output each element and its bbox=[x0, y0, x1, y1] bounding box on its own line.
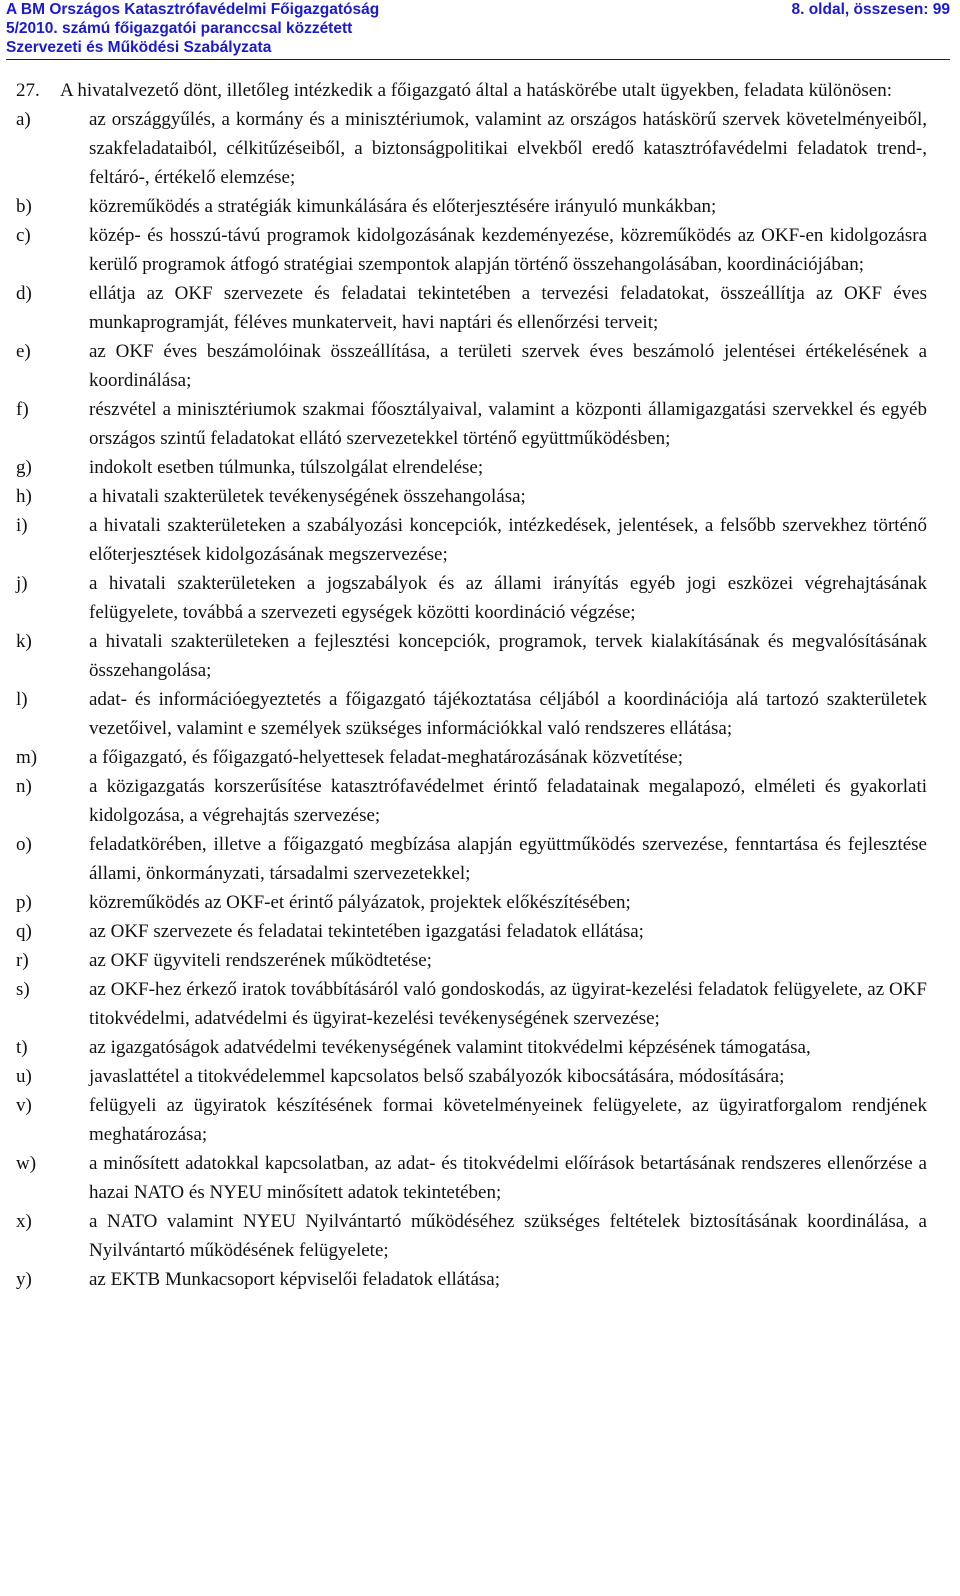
list-item-text: közreműködés a stratégiák kimunkálására és előterjesztésére irányuló munkákban; bbox=[89, 196, 717, 217]
list-item-label: i) bbox=[16, 515, 28, 536]
list-item bbox=[16, 453, 927, 482]
header-order: 5/2010. számú főigazgatói paranccsal közzétett bbox=[6, 20, 353, 37]
section-number: 27. bbox=[16, 80, 40, 101]
list-item-label: w) bbox=[16, 1153, 37, 1174]
list-item bbox=[16, 221, 927, 279]
section-intro-text: A hivatalvezető dönt, illetőleg intézkedik a főigazgató által a hatáskörébe utalt ügyekben, feladata különösen: bbox=[60, 80, 893, 101]
list-item-text: a NATO valamint NYEU Nyilvántartó működéséhez szükséges feltételek biztosításának koordinálása, a Nyilvántartó működésének felügyelete; bbox=[89, 1211, 927, 1261]
list-item-text: indokolt esetben túlmunka, túlszolgálat elrendelése; bbox=[89, 457, 484, 478]
list-item-label: h) bbox=[16, 486, 32, 507]
list-item-label: e) bbox=[16, 341, 31, 362]
list-item-text: a közigazgatás korszerűsítése katasztrófavédelmet érintő feladatainak megalapozó, elméleti és gyakorlati kidolgozása, a végrehajtás szervezése; bbox=[89, 776, 927, 826]
list-item bbox=[16, 337, 927, 395]
header-divider bbox=[6, 59, 950, 60]
list-item bbox=[16, 946, 927, 975]
list-item bbox=[16, 1207, 927, 1265]
list-item-label: f) bbox=[16, 399, 29, 420]
page-header bbox=[6, 0, 950, 58]
list-item-text: felügyeli az ügyiratok készítésének formai követelményeinek felügyelete, az ügyiratforgalom rendjének meghatározása; bbox=[89, 1095, 927, 1145]
list-item-text: az OKF-hez érkező iratok továbbításáról való gondoskodás, az ügyirat-kezelési feladatok felügyelete, az OKF titokvédelmi, adatvédelmi és ügyirat-kezelési tevékenységének szervezése; bbox=[89, 979, 927, 1029]
list-item-text: az OKF ügyviteli rendszerének működtetése; bbox=[89, 950, 432, 971]
list-item-label: d) bbox=[16, 283, 32, 304]
list-item-label: k) bbox=[16, 631, 32, 652]
list-item bbox=[16, 569, 927, 627]
list-item-label: s) bbox=[16, 979, 30, 1000]
list-item-label: c) bbox=[16, 225, 31, 246]
list-item-label: o) bbox=[16, 834, 32, 855]
list-item-text: a hivatali szakterületek tevékenységének összehangolása; bbox=[89, 486, 526, 507]
list-item-label: l) bbox=[16, 689, 28, 710]
list-item-text: az igazgatóságok adatvédelmi tevékenységének valamint titokvédelmi képzésének támogatása, bbox=[89, 1037, 811, 1058]
list-item bbox=[16, 975, 927, 1033]
list-item bbox=[16, 888, 927, 917]
list-item-text: a hivatali szakterületeken a jogszabályok és az állami irányítás egyéb jogi eszközei végrehajtásának felügyelete, továbbá a szervezeti egységek közötti koordináció végzése; bbox=[89, 573, 927, 623]
list-item-text: ellátja az OKF szervezete és feladatai tekintetében a tervezési feladatokat, összeállítja az OKF éves munkaprogramját, féléves munkaterveit, havi naptári és ellenőrzési terveit; bbox=[89, 283, 927, 333]
list-item bbox=[16, 1091, 927, 1149]
list-item bbox=[16, 1149, 927, 1207]
list-item bbox=[16, 830, 927, 888]
list-item bbox=[16, 511, 927, 569]
list-item bbox=[16, 917, 927, 946]
list-item-text: az EKTB Munkacsoport képviselői feladatok ellátása; bbox=[89, 1269, 501, 1290]
list-item-label: a) bbox=[16, 109, 31, 130]
list-item-text: az OKF szervezete és feladatai tekintetében igazgatási feladatok ellátása; bbox=[89, 921, 644, 942]
list-item-label: p) bbox=[16, 892, 32, 913]
list-item-label: u) bbox=[16, 1066, 32, 1087]
list-item-label: v) bbox=[16, 1095, 32, 1116]
list-item bbox=[16, 395, 927, 453]
list-item-text: részvétel a minisztériumok szakmai főosztályaival, valamint a központi államigazgatási szervekkel és egyéb országos szintű feladatokat ellátó szervezetekkel történő együttműködésben; bbox=[89, 399, 927, 449]
list-item-text: a hivatali szakterületeken a fejlesztési koncepciók, programok, tervek kialakításának és megvalósításának összehangolása; bbox=[89, 631, 927, 681]
list-item-text: a hivatali szakterületeken a szabályozási koncepciók, intézkedések, jelentések, a felsőbb szervekhez történő előterjesztések kidolgozásának megszervezése; bbox=[89, 515, 927, 565]
list-item bbox=[16, 627, 927, 685]
list-item-text: az országgyűlés, a kormány és a minisztériumok, valamint az országos hatáskörű szervek követelményeiből, szakfeladataiból, célkitűzéseiből, a biztonságpolitikai elvekből eredő katasztrófavédelmi feladatok trend-, feltáró-, értékelő elemzése; bbox=[89, 109, 927, 188]
list-item-text: az OKF éves beszámolóinak összeállítása, a területi szervek éves beszámoló jelentései értékelésének a koordinálása; bbox=[89, 341, 927, 391]
list-item-label: t) bbox=[16, 1037, 28, 1058]
header-page-number: 8. oldal, összesen: 99 bbox=[791, 1, 950, 18]
list-item-label: y) bbox=[16, 1269, 32, 1290]
list-item-text: a főigazgató, és főigazgató-helyettesek feladat-meghatározásának közvetítése; bbox=[89, 747, 683, 768]
list-item-label: q) bbox=[16, 921, 32, 942]
list-item-text: adat- és információegyeztetés a főigazgató tájékoztatása céljából a koordinációja alá tartozó szakterületek vezetőivel, valamint e személyek szükséges információkkal való rendszeres ellátása; bbox=[89, 689, 927, 739]
list-item bbox=[16, 1062, 927, 1091]
list-item-text: javaslattétel a titokvédelemmel kapcsolatos belső szabályozók kibocsátására, módosítására; bbox=[89, 1066, 785, 1087]
list-item-label: b) bbox=[16, 196, 32, 217]
list-item bbox=[16, 1033, 927, 1062]
header-row-1 bbox=[6, 0, 950, 19]
list-item-text: közép- és hosszú-távú programok kidolgozásának kezdeményezése, közreműködés az OKF-en kidolgozásra kerülő programok átfogó stratégiai szempontok alapján történő összehangolásában, koordinációjában; bbox=[89, 225, 927, 275]
list-item-label: j) bbox=[16, 573, 28, 594]
list-item bbox=[16, 192, 927, 221]
list-item bbox=[16, 772, 927, 830]
list-item bbox=[16, 279, 927, 337]
list-item-text: közreműködés az OKF-et érintő pályázatok, projektek előkészítésében; bbox=[89, 892, 631, 913]
section-intro bbox=[16, 76, 927, 105]
list-item bbox=[16, 482, 927, 511]
list-item-text: a minősített adatokkal kapcsolatban, az adat- és titokvédelmi előírások betartásának rendszeres ellenőrzése a hazai NATO és NYEU minősített adatok tekintetében; bbox=[89, 1153, 927, 1203]
list-item bbox=[16, 1265, 927, 1294]
list-item bbox=[16, 685, 927, 743]
list-item-label: x) bbox=[16, 1211, 32, 1232]
list-item-label: m) bbox=[16, 747, 38, 768]
list-item bbox=[16, 743, 927, 772]
header-doc-title: Szervezeti és Működési Szabályzata bbox=[6, 39, 272, 56]
list-item-label: g) bbox=[16, 457, 32, 478]
document-body bbox=[16, 76, 927, 1294]
list-item bbox=[16, 105, 927, 192]
list-item-label: r) bbox=[16, 950, 29, 971]
list-item-text: feladatkörében, illetve a főigazgató megbízása alapján együttműködés szervezése, fenntartása és fejlesztése állami, önkormányzati, társadalmi szervezetekkel; bbox=[89, 834, 927, 884]
item-list bbox=[16, 105, 927, 1294]
list-item-label: n) bbox=[16, 776, 32, 797]
header-org: A BM Országos Katasztrófavédelmi Főigazgatóság bbox=[6, 1, 380, 18]
